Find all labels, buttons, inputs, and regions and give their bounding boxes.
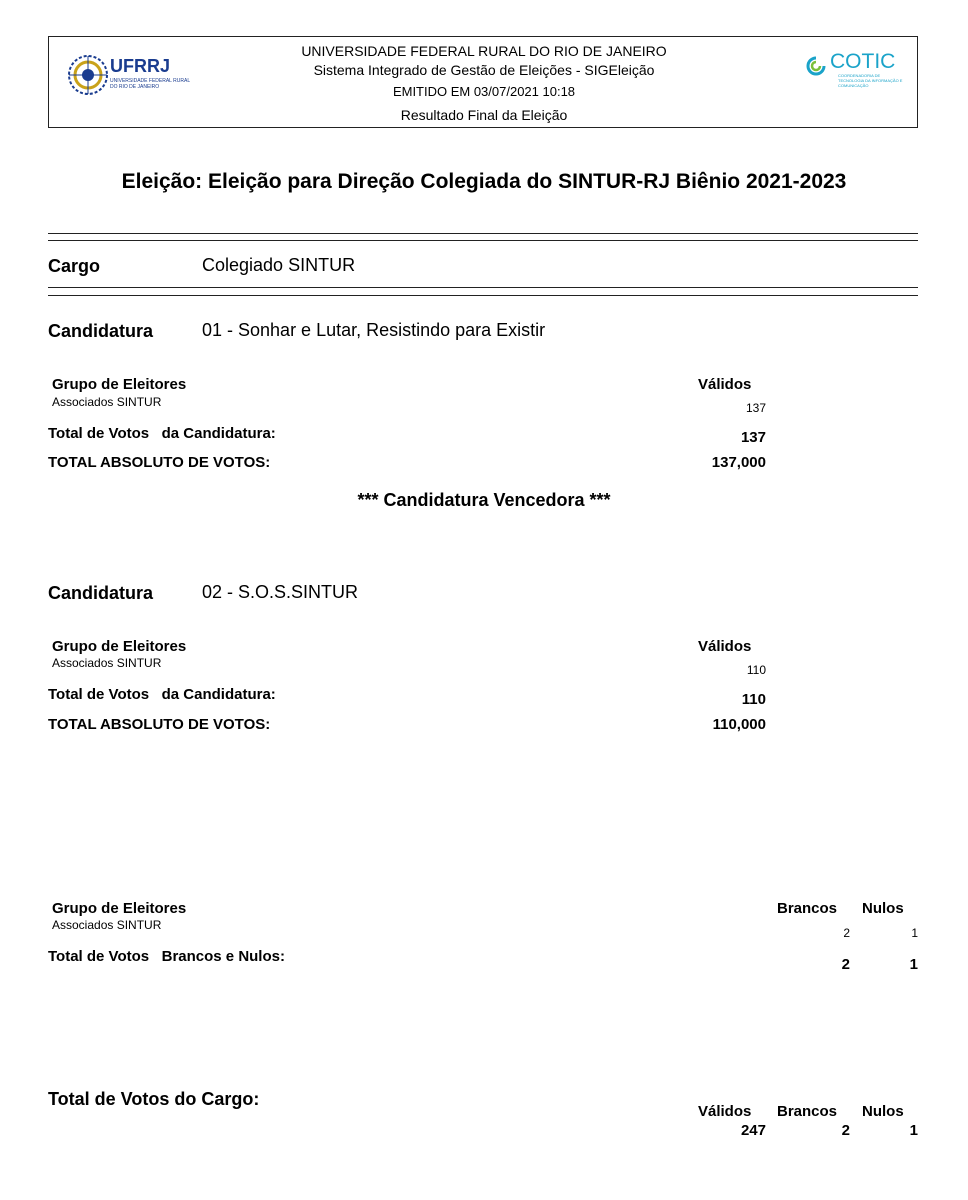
total-label: Total de Votos da Candidatura: xyxy=(48,686,276,703)
cargo-validos-header: Válidos xyxy=(698,1103,752,1120)
total-value: 137 xyxy=(740,429,766,446)
cargo-validos-value: 247 xyxy=(740,1122,766,1139)
cargo-value: Colegiado SINTUR xyxy=(202,255,356,275)
system-name: Sistema Integrado de Gestão de Eleições - SIGEleição xyxy=(313,62,655,78)
null-total-value: 1 xyxy=(909,956,918,973)
divider xyxy=(48,287,918,288)
valid-value: 110 xyxy=(746,663,766,677)
nulos-header: Nulos xyxy=(862,900,904,917)
cotic-logo xyxy=(804,50,904,88)
university-name: UNIVERSIDADE FEDERAL RURAL DO RIO DE JANEIRO xyxy=(301,43,667,59)
candidatura-label: Candidatura xyxy=(48,583,154,603)
cargo-brancos-header: Brancos xyxy=(777,1103,838,1120)
cargo-nulos-header: Nulos xyxy=(862,1103,904,1120)
valid-value: 137 xyxy=(745,401,766,415)
cotic-logo-subtext: COORDENADORIA DE TECNOLOGIA DA INFORMAÇÃO E COMUNICAÇÃO xyxy=(838,73,903,88)
blank-total-value: 2 xyxy=(841,956,850,973)
candidatura-name: 01 - Sonhar e Lutar, Resistindo para Existir xyxy=(202,320,546,340)
cotic-logo-text: COTIC xyxy=(830,50,896,73)
nulos-value: 1 xyxy=(911,926,918,940)
report-name: Resultado Final da Eleição xyxy=(400,107,568,123)
absolute-value: 137,000 xyxy=(711,454,766,471)
total-label: Total de Votos da Candidatura: xyxy=(48,425,276,442)
divider xyxy=(48,233,918,234)
cargo-brancos-value: 2 xyxy=(841,1122,850,1139)
divider xyxy=(48,295,918,296)
cargo-nulos-value: 1 xyxy=(909,1122,918,1139)
divider xyxy=(48,240,918,241)
group-header: Grupo de Eleitores xyxy=(52,900,187,917)
ufrrj-logo-subtext: UNIVERSIDADE FEDERAL RURAL DO RIO DE JANEIRO xyxy=(110,78,190,90)
absolute-label: TOTAL ABSOLUTO DE VOTOS: xyxy=(48,454,271,471)
brancos-value: 2 xyxy=(843,926,850,940)
cotic-swirl-icon xyxy=(804,54,828,78)
absolute-label: TOTAL ABSOLUTO DE VOTOS: xyxy=(48,716,271,733)
group-name: Associados SINTUR xyxy=(52,395,162,409)
absolute-value: 110,000 xyxy=(712,716,766,733)
ufrrj-logo-text: UFRRJ xyxy=(110,56,171,76)
group-name: Associados SINTUR xyxy=(52,918,162,932)
cargo-total-label: Total de Votos do Cargo: xyxy=(48,1089,260,1109)
group-name: Associados SINTUR xyxy=(52,656,162,670)
group-header: Grupo de Eleitores xyxy=(52,376,187,393)
candidatura-name: 02 - S.O.S.SINTUR xyxy=(202,582,359,602)
cargo-label: Cargo xyxy=(48,256,101,276)
valid-header: Válidos xyxy=(698,376,752,393)
candidatura-label: Candidatura xyxy=(48,321,154,341)
issued-date: EMITIDO EM 03/07/2021 10:18 xyxy=(392,84,576,99)
winner-banner: *** Candidatura Vencedora *** xyxy=(357,490,611,510)
election-title: Eleição: Eleição para Direção Colegiada do SINTUR-RJ Biênio 2021-2023 xyxy=(121,170,847,193)
group-header: Grupo de Eleitores xyxy=(52,638,187,655)
blank-null-total-label: Total de Votos Brancos e Nulos: xyxy=(48,948,285,965)
total-value: 110 xyxy=(741,691,766,708)
valid-header: Válidos xyxy=(698,638,752,655)
brancos-header: Brancos xyxy=(777,900,838,917)
